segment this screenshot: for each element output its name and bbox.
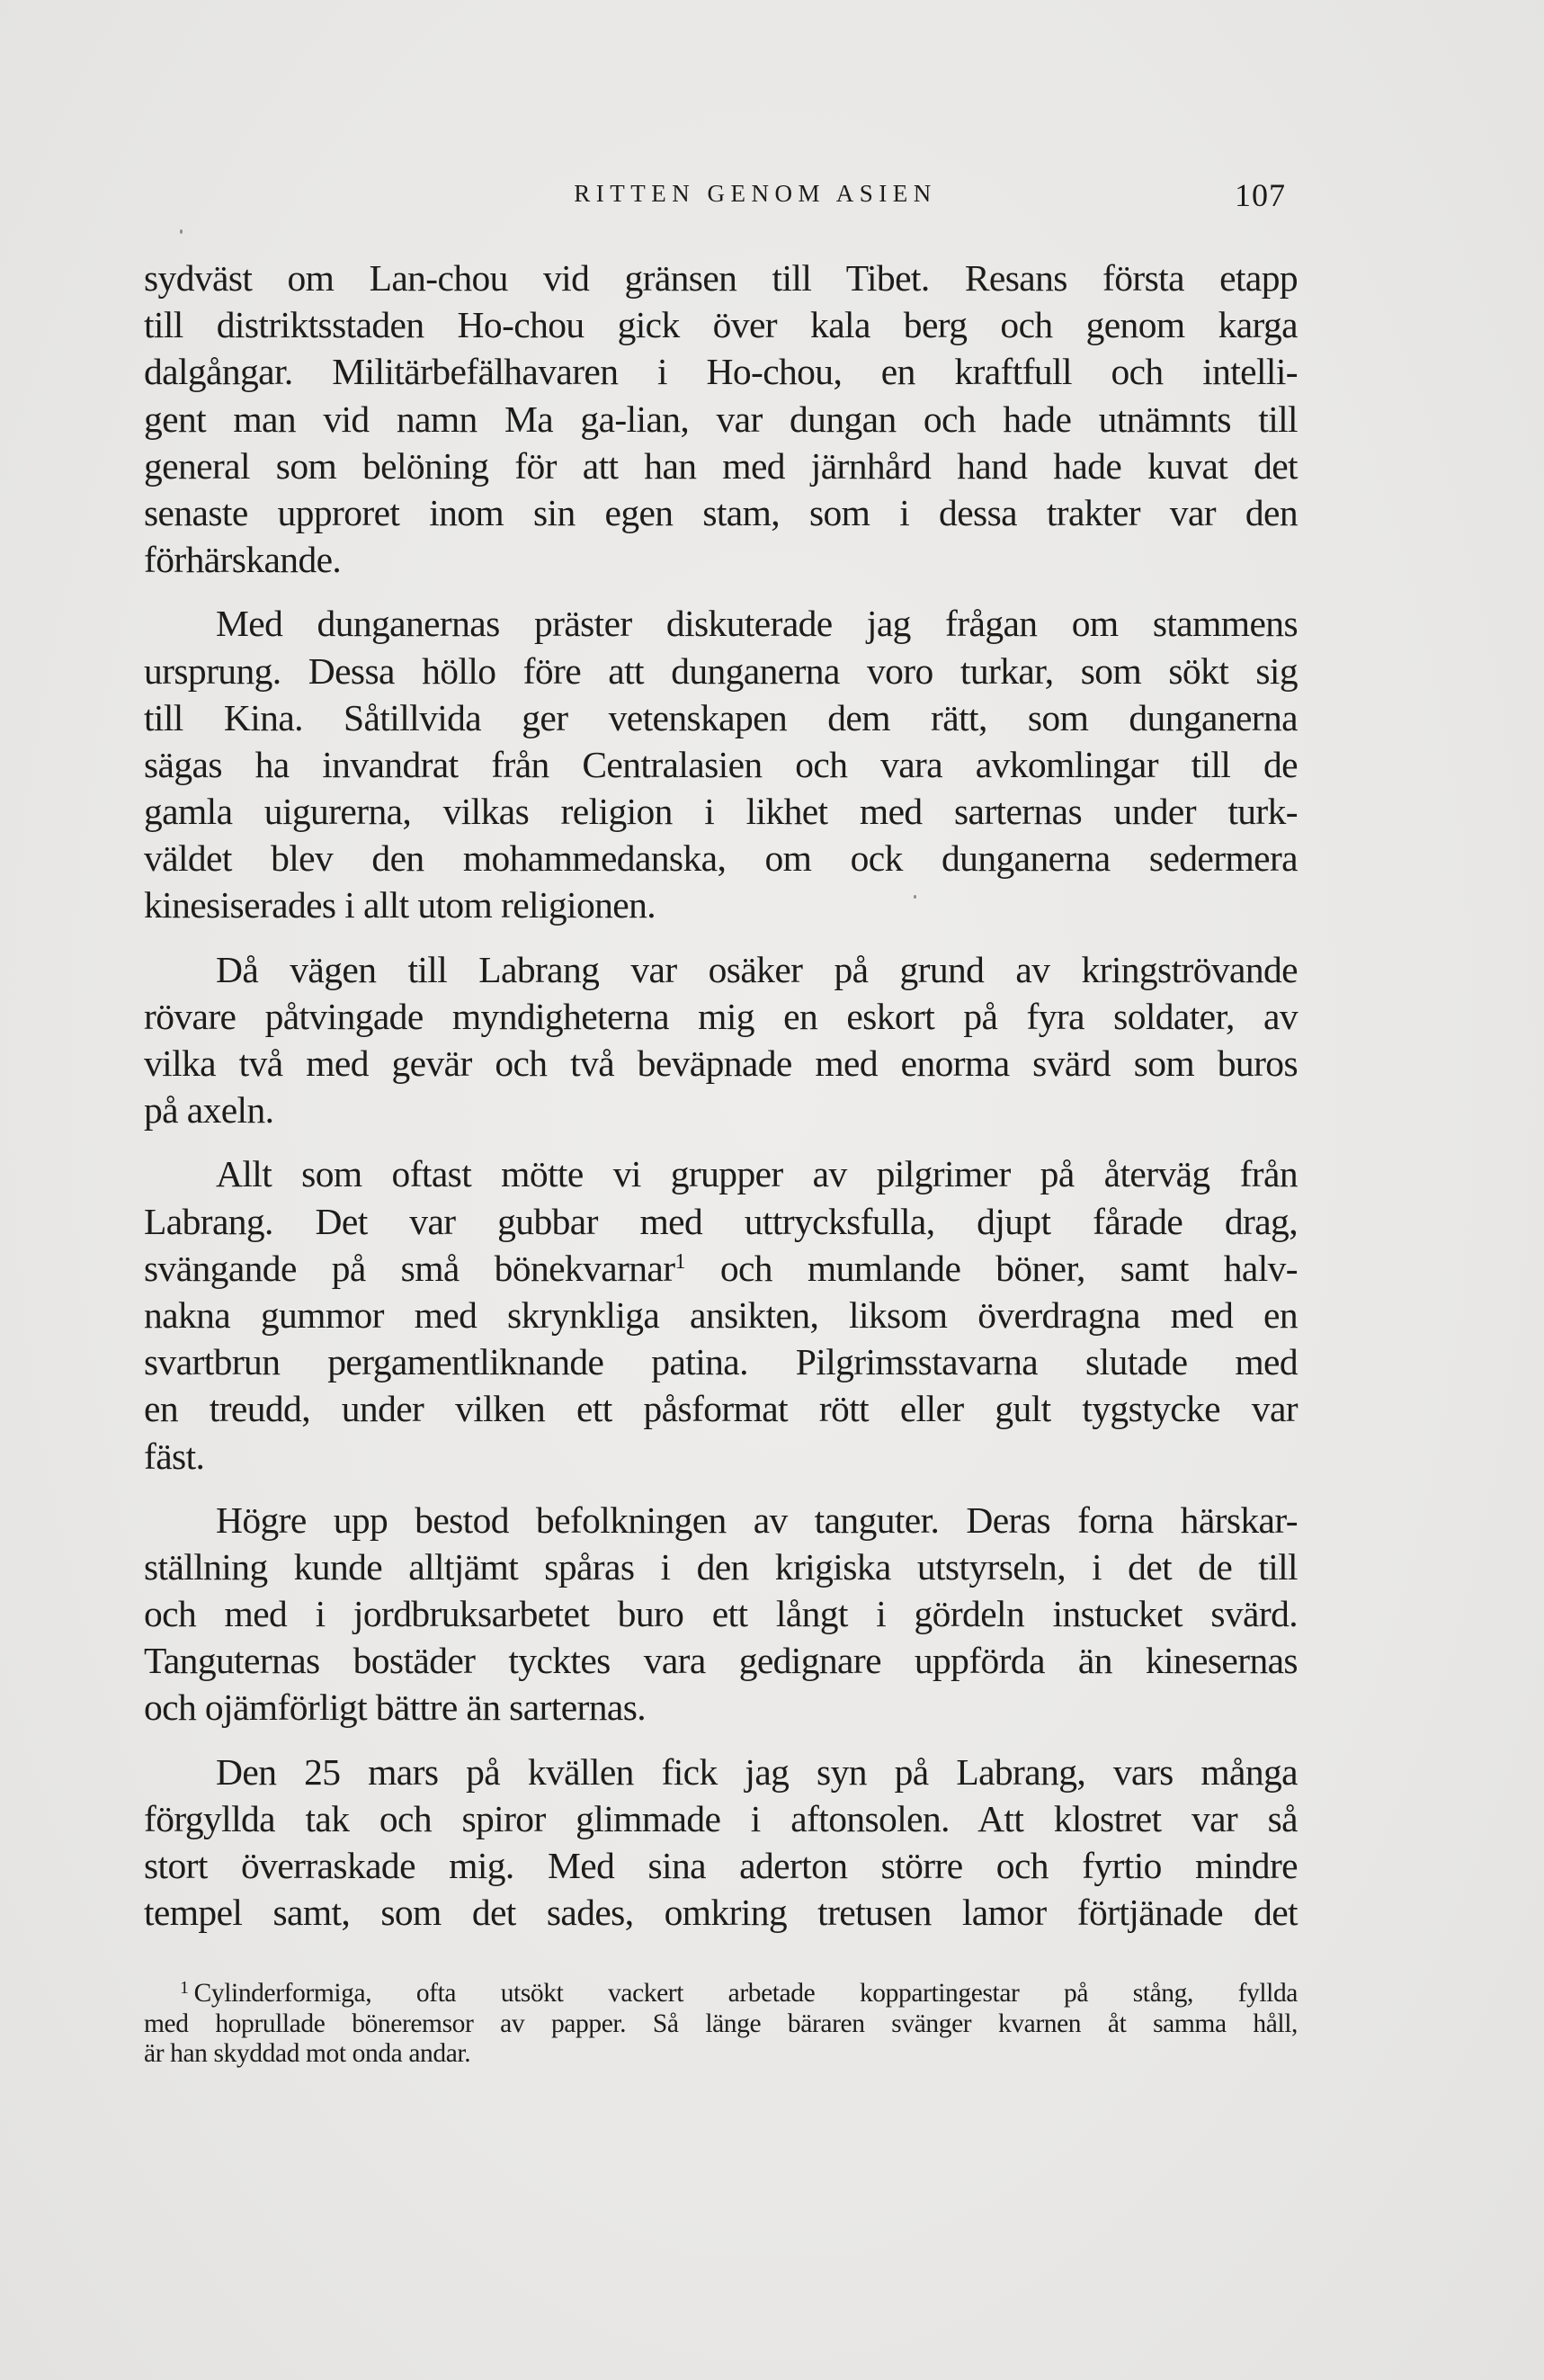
text-line: tempel samt, som det sades, omkring tretusen lamor förtjänade det	[144, 1892, 1298, 1934]
text-line: gent man vid namn Ma ga-lian, var dungan och hade utnämnts till	[144, 398, 1298, 440]
footnote-line: är han skyddad mot onda andar.	[144, 2039, 471, 2068]
footnote-mark: 1	[180, 1978, 189, 1998]
text-line: ställning kunde alltjämt spåras i den krigiska utstyrseln, i det de till	[144, 1545, 1298, 1588]
text-line: på axeln.	[144, 1089, 274, 1132]
footnote-reference[interactable]: 1	[674, 1249, 685, 1274]
paragraph	[144, 1150, 1298, 1479]
footnote-text: Cylinderformiga, ofta utsökt vackert arbetade koppartingestar på stång, fyllda	[193, 1979, 1298, 2008]
scan-speck	[914, 895, 916, 899]
footnote-line: med hoprullade böneremsor av papper. Så länge bäraren svänger kvarnen åt samma håll,	[144, 2009, 1298, 2038]
text-fragment: svängande på små bönekvarnar	[144, 1247, 675, 1289]
text-line: Labrang. Det var gubbar med uttrycksfulla, djupt fårade drag,	[144, 1200, 1298, 1242]
paragraph	[144, 600, 1298, 928]
footnotes	[144, 1979, 1298, 2070]
text-line: sägas ha invandrat från Centralasien och vara avkomlingar till de	[144, 743, 1298, 785]
text-line: sydväst om Lan-chou vid gränsen till Tibet. Resans första etapp	[144, 257, 1298, 299]
text-line: Högre upp bestod befolkningen av tanguter. Deras forna härskar-	[216, 1499, 1298, 1541]
footnote-line	[144, 1979, 1298, 2009]
text-line: gamla uigurerna, vilkas religion i likhet med sarternas under turk-	[144, 791, 1298, 833]
text-line: stort överraskade mig. Med sina aderton större och fyrtio mindre	[144, 1845, 1298, 1886]
text-line: och med i jordbruksarbetet buro ett långt i gördeln instucket svärd.	[144, 1593, 1298, 1635]
text-line: och ojämförligt bättre än sarternas.	[144, 1687, 647, 1729]
text-line-with-footnote	[144, 1245, 1298, 1292]
text-line: vilka två med gevär och två beväpnade med enorma svärd som buros	[144, 1042, 1298, 1084]
text-line: Med dunganernas präster diskuterade jag frågan om stammens	[216, 603, 1298, 645]
text-line: general som belöning för att han med järnhård hand hade kuvat det	[144, 444, 1298, 487]
page-number: 107	[1235, 177, 1286, 213]
text-line: förhärskande.	[144, 539, 342, 581]
text-line: till distriktsstaden Ho-chou gick över kala berg och genom karga	[144, 304, 1298, 346]
body-text	[144, 255, 1298, 1936]
text-line: Tanguternas bostäder tycktes vara gedignare uppförda än kinesernas	[144, 1640, 1298, 1682]
text-line: Då vägen till Labrang var osäker på grund av kringströvande	[216, 948, 1298, 990]
text-line: förgyllda tak och spiror glimmade i aftonsolen. Att klostret var så	[144, 1797, 1298, 1839]
text-line: nakna gummor med skrynkliga ansikten, liksom överdragna med en	[144, 1293, 1298, 1336]
text-line: Den 25 mars på kvällen fick jag syn på Labrang, vars många	[216, 1750, 1298, 1793]
running-head	[144, 178, 1286, 214]
text-line: väldet blev den mohammedanska, om ock dunganerna sedermera	[144, 837, 1298, 880]
running-title: RITTEN GENOM ASIEN	[574, 180, 937, 207]
text-line: till Kina. Såtillvida ger vetenskapen dem rätt, som dunganerna	[144, 696, 1298, 738]
text-line: Allt som oftast mötte vi grupper av pilgrimer på återväg från	[216, 1153, 1298, 1195]
text-line: fäst.	[144, 1435, 205, 1477]
text-line: kinesiserades i allt utom religionen.	[144, 884, 656, 926]
text-line: ursprung. Dessa höllo före att dunganerna voro turkar, som sökt sig	[144, 649, 1298, 692]
scan-speck	[180, 229, 183, 234]
paragraph	[144, 255, 1298, 583]
text-line: rövare påtvingade myndigheterna mig en eskort på fyra soldater, av	[144, 995, 1298, 1037]
text-line: svartbrun pergamentliknande patina. Pilgrimsstavarna slutade med	[144, 1341, 1298, 1383]
paragraph	[144, 946, 1298, 1134]
text-line: en treudd, under vilken ett påsformat rött eller gult tygstycke var	[144, 1388, 1298, 1430]
text-fragment: och mumlande böner, samt halv-	[684, 1247, 1298, 1289]
text-line: dalgångar. Militärbefälhavaren i Ho-chou, en kraftfull och intelli-	[144, 351, 1298, 393]
text-line: senaste upproret inom sin egen stam, som i dessa trakter var den	[144, 491, 1298, 533]
paragraph	[144, 1749, 1298, 1937]
paragraph	[144, 1497, 1298, 1731]
